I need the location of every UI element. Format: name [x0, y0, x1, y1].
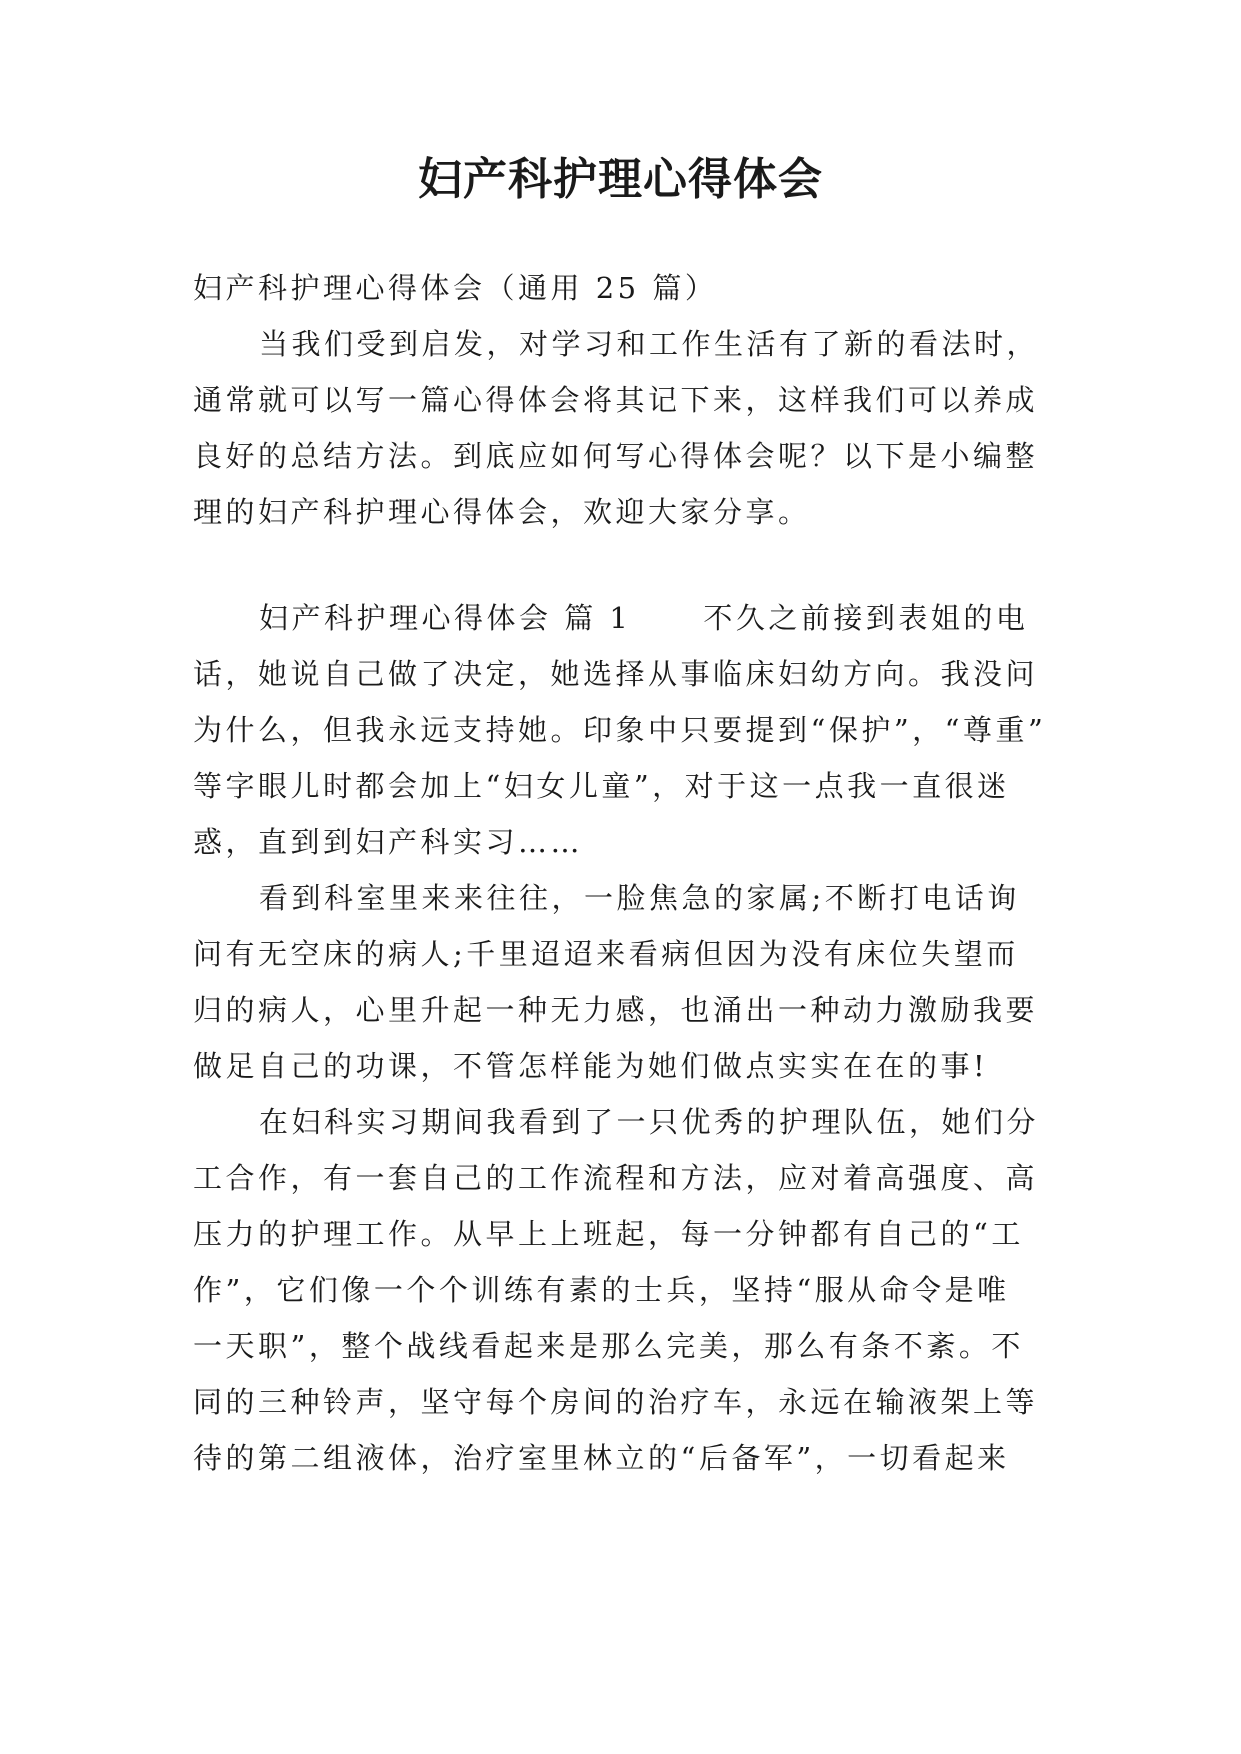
intro-line: 当我们受到启发，对学习和工作生活有了新的看法时，	[259, 327, 1040, 361]
section-heading: 妇产科护理心得体会 篇 1	[259, 601, 632, 635]
intro-paragraph	[193, 316, 1053, 540]
paragraph-line: 惑，直到到妇产科实习……	[193, 825, 584, 859]
section-1-paragraph-2	[193, 870, 1053, 1094]
document-body	[193, 260, 1053, 1486]
intro-line: 通常就可以写一篇心得体会将其记下来，这样我们可以养成	[193, 383, 1039, 417]
paragraph-spacer	[193, 540, 1053, 590]
paragraph-line: 工合作，有一套自己的工作流程和方法，应对着高强度、高	[193, 1161, 1039, 1195]
paragraph-line: 待的第二组液体，治疗室里林立的“后备军”，一切看起来	[193, 1441, 1010, 1475]
section-heading-line	[193, 590, 1053, 646]
paragraph-line: 作”，它们像一个个训练有素的士兵，坚持“服从命令是唯	[193, 1273, 1010, 1307]
paragraph-line: 压力的护理工作。从早上上班起，每一分钟都有自己的“工	[193, 1217, 1024, 1251]
paragraph-line: 做足自己的功课，不管怎样能为她们做点实实在在的事!	[193, 1049, 989, 1083]
section-1-paragraph	[193, 590, 1053, 870]
paragraph-line: 话，她说自己做了决定，她选择从事临床妇幼方向。我没问	[193, 657, 1039, 691]
paragraph-line: 问有无空床的病人;千里迢迢来看病但因为没有床位失望而	[193, 937, 1019, 971]
paragraph-line: 一天职”，整个战线看起来是那么完美，那么有条不紊。不	[193, 1329, 1024, 1363]
section-1-paragraph-3	[193, 1094, 1053, 1486]
paragraph-line: 归的病人，心里升起一种无力感，也涌出一种动力激励我要	[193, 993, 1039, 1027]
document-title: 妇产科护理心得体会	[418, 154, 823, 205]
section-first-line-text: 不久之前接到表姐的电	[703, 601, 1029, 635]
paragraph-line: 看到科室里来来往往，一脸焦急的家属;不断打电话询	[259, 881, 1020, 915]
intro-line: 良好的总结方法。到底应如何写心得体会呢？以下是小编整	[193, 439, 1039, 473]
paragraph-line: 同的三种铃声，坚守每个房间的治疗车，永远在输液架上等	[193, 1385, 1039, 1419]
document-subtitle: 妇产科护理心得体会（通用 25 篇）	[193, 271, 718, 305]
intro-line: 理的妇产科护理心得体会，欢迎大家分享。	[193, 495, 811, 529]
paragraph-line: 为什么，但我永远支持她。印象中只要提到“保护”，“尊重”	[193, 713, 1047, 747]
paragraph-line: 等字眼儿时都会加上“妇女儿童”，对于这一点我一直很迷	[193, 769, 1010, 803]
paragraph-line: 在妇科实习期间我看到了一只优秀的护理队伍，她们分	[259, 1105, 1040, 1139]
